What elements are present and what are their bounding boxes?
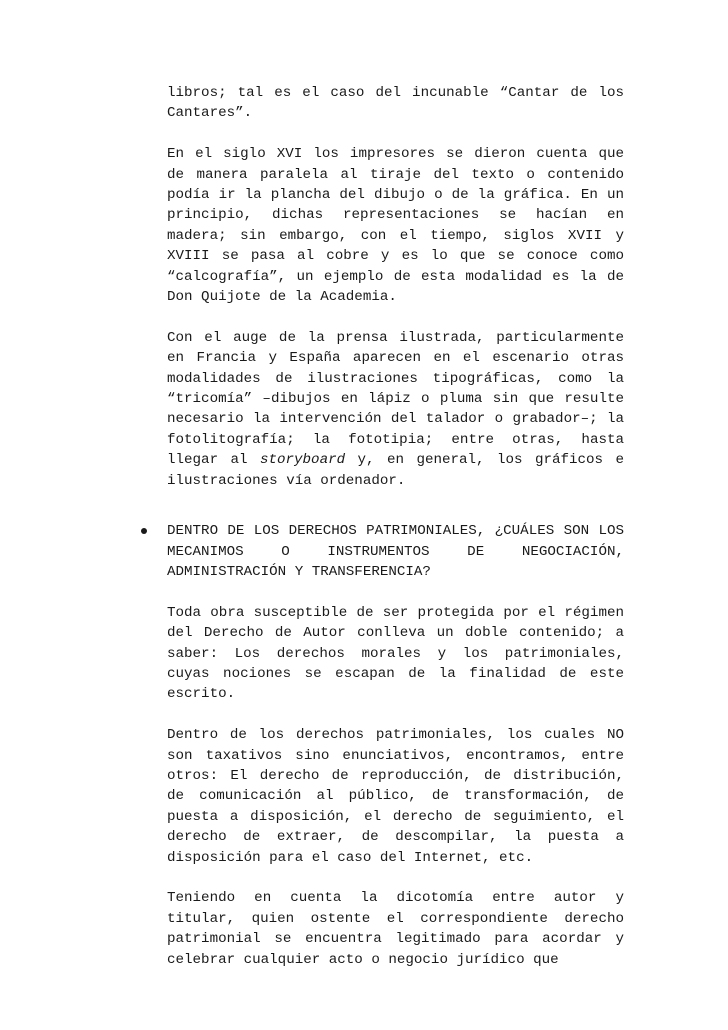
paragraph-prensa-text-b: y, en general, los gráficos e ilustraciones vía ordenador. — [167, 452, 624, 489]
paragraph-prensa-text-a: Con el auge de la prensa ilustrada, particularmente en Francia y España aparecen en el escenario otras modalidades de ilustraciones tipográficas, como la “tricomía” –dibujos en lápiz o pluma sin que resulte necesario la intervención del talador o grabador–; la fotolitografía; la fototipia; entre otras, hasta llegar al — [167, 329, 624, 469]
paragraph-incunable: libros; tal es el caso del incunable “Cantar de los Cantares”. — [167, 85, 624, 122]
paragraph-prensa-ilustrada — [167, 328, 624, 491]
bullet-icon — [141, 528, 147, 534]
paragraph-obra-susceptible: Toda obra susceptible de ser protegida por el régimen del Derecho de Autor conlleva un doble contenido; a saber: Los derechos morales y los patrimoniales, cuyas nociones se escapan de la finalidad de este escrito. — [167, 604, 624, 703]
storyboard-term: storyboard — [259, 452, 346, 469]
text-column — [167, 83, 624, 970]
paragraph-siglo-xvi: En el siglo XVI los impresores se dieron cuenta que de manera paralela al tiraje del texto o contenido podía ir la plancha del dibujo o de la gráfica. En un principio, dichas representaciones se hacían en madera; sin embargo, con el tiempo, siglos XVII y XVIII se pasa al cobre y es lo que se conoce como “calcografía”, un ejemplo de esta modalidad es la de Don Quijote de la Academia. — [167, 146, 624, 306]
paragraph-derechos-patrimoniales: Dentro de los derechos patrimoniales, los cuales NO son taxativos sino enunciativos, encontramos, entre otros: El derecho de reproducción, de distribución, de comunicación al público, de transformación, de puesta a disposición, el derecho de seguimiento, el derecho de extraer, de descompilar, la puesta a disposición para el caso del Internet, etc. — [167, 727, 624, 866]
bullet-item — [167, 521, 624, 582]
paragraph-dicotomia: Teniendo en cuenta la dicotomía entre autor y titular, quien ostente el correspondiente derecho patrimonial se encuentra legitimado para acordar y celebrar cualquier acto o negocio jurídico que — [167, 890, 624, 968]
bullet-heading: DENTRO DE LOS DERECHOS PATRIMONIALES, ¿CUÁLES SON LOS MECANIMOS O INSTRUMENTOS DE NEGOCIACIÓN, ADMINISTRACIÓN Y TRANSFERENCIA? — [167, 523, 624, 580]
